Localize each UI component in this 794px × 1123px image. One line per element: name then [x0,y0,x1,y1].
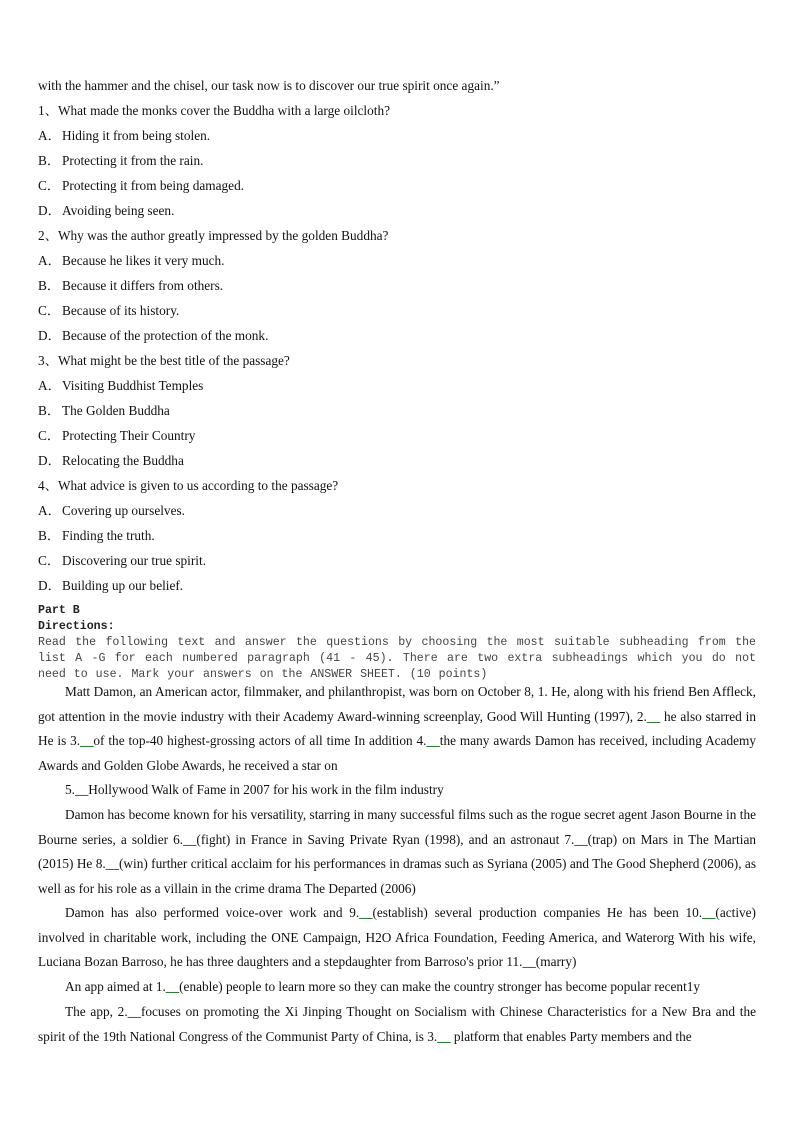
answer-blank-3[interactable]: __ [80,733,94,749]
passage-text: (win) further critical acclaim for his performances in dramas such as Syriana (2005) and The Good Shepherd (2006), as well as for his role as a villain in the crime drama The Departed (2006) [38,856,757,896]
option-letter: A． [38,378,61,393]
option-text: Visiting Buddhist Temples [62,378,204,393]
passage-paragraph-5 [38,975,756,1000]
question-4-stem: 4、What advice is given to us according to the passage? [38,478,339,493]
option-text: Hiding it from being stolen. [62,128,211,143]
passage-text: The app, 2. [65,1004,128,1019]
passage-paragraph-1 [38,680,756,778]
question-1-option-b[interactable] [38,153,203,169]
option-text: Protecting Their Country [62,428,196,443]
option-letter: D． [38,328,61,343]
answer-blank-10[interactable]: __ [702,905,716,920]
option-text: Because it differs from others. [62,278,224,293]
option-letter: C． [38,303,61,318]
option-letter: C． [38,428,61,443]
answer-blank-5[interactable]: __ [74,782,89,797]
directions-label: Directions: [38,620,115,633]
passage-text: (active) involved in charitable work, including the ONE Campaign, H2O Africa Foundation, Feeding America, and Waterorg With his wife, Luciana Bozan Barroso, he has three daughters and a stepdaughter from Barroso's prior 11. [38,905,756,970]
question-3-option-d[interactable] [38,453,184,469]
passage-text: platform that enables Party members and the [450,1028,692,1044]
option-text: Covering up ourselves. [62,503,185,518]
option-text: Protecting it from the rain. [62,153,204,168]
option-text: The Golden Buddha [62,403,170,418]
answer-blank-8[interactable]: __ [105,856,119,872]
passage-paragraph-4 [38,901,756,975]
option-letter: B． [38,278,61,293]
question-2-option-d[interactable] [38,328,268,344]
passage-paragraph-2 [38,778,756,803]
directions-text: Read the following text and answer the questions by choosing the most suitable subheading from the list A -G for each numbered paragraph (41 - 45). There are two extra subheadings which you do not need to use. Mark your answers on the ANSWER SHEET. (10 points) [38,636,756,681]
answer-blank-6[interactable]: __ [183,831,197,847]
answer-blank-1[interactable]: __ [165,979,180,994]
passage-text: Damon has also performed voice-over work and 9. [65,905,360,920]
question-4-option-d[interactable] [38,578,183,594]
question-2-option-a[interactable] [38,253,224,269]
answer-blank-4[interactable]: __ [426,733,440,749]
answer-blank-2b[interactable]: __ [127,1004,141,1019]
passage-text: 5. [65,782,75,797]
passage-text: (enable) people to learn more so they can make the country stronger has become popular recent1y [179,979,701,994]
question-4-option-b[interactable] [38,528,155,544]
question-4-option-c[interactable] [38,553,206,569]
option-text: Finding the truth. [62,528,155,543]
question-2-stem: 2、Why was the author greatly impressed by the golden Buddha? [38,228,389,243]
answer-blank-9[interactable]: __ [359,905,373,920]
question-1-option-d[interactable] [38,203,174,219]
question-2-option-c[interactable] [38,303,179,319]
question-3-option-a[interactable] [38,378,203,394]
passage-text: the many awards Damon has received, including Academy Awards and Golden Globe Awards, he received a star on [38,733,757,773]
answer-blank-2[interactable]: __ [646,708,661,724]
passage-text: of the top-40 highest-grossing actors of all time In addition 4. [93,733,427,749]
part-b-heading: Part B [38,604,80,617]
option-letter: B． [38,153,61,168]
option-text: Protecting it from being damaged. [62,178,245,193]
option-letter: D． [38,453,61,468]
question-1-stem: 1、What made the monks cover the Buddha with a large oilcloth? [38,103,391,118]
option-letter: A． [38,253,61,268]
question-2-option-b[interactable] [38,278,223,294]
question-3-option-c[interactable] [38,428,195,444]
option-text: Avoiding being seen. [62,203,175,218]
option-text: Because of its history. [62,303,180,318]
question-1-option-c[interactable] [38,178,244,194]
option-letter: D． [38,578,61,593]
passage-text: Matt Damon, an American actor, filmmaker, and philanthropist, was born on October 8, 1. He, along with his friend Ben Affleck, got attention in the movie industry with their Academy Award-winning screenplay, Good Will Hunting (1997), 2. [38,684,756,724]
passage-text: he also starred in He is 3. [38,708,756,749]
passage-text: (trap) on Mars in The Martian (2015) He 8. [38,831,756,872]
question-3-stem: 3、What might be the best title of the passage? [38,353,290,368]
passage-text: Damon has become known for his versatility, starring in many successful films such as the rogue secret agent Jason Bourne in the Bourne series, a soldier 6. [38,807,756,847]
answer-blank-3b[interactable]: __ [437,1028,451,1044]
passage-text: Hollywood Walk of Fame in 2007 for his work in the film industry [88,782,444,797]
passage-paragraph-3 [38,803,756,901]
question-1-option-a[interactable] [38,128,210,144]
option-text: Because he likes it very much. [62,253,225,268]
option-letter: B． [38,403,61,418]
option-letter: D． [38,203,61,218]
intro-line: with the hammer and the chisel, our task now is to discover our true spirit once again.” [38,78,500,93]
option-letter: B． [38,528,61,543]
passage-paragraph-6 [38,1000,756,1049]
option-text: Building up our belief. [62,578,184,593]
option-text: Discovering our true spirit. [62,553,207,568]
option-letter: A． [38,128,61,143]
option-text: Because of the protection of the monk. [62,328,269,343]
option-letter: C． [38,178,61,193]
option-letter: A． [38,503,61,518]
passage-text: (fight) in France in Saving Private Ryan (1998), and an astronaut 7. [196,831,575,847]
question-4-option-a[interactable] [38,503,185,519]
answer-blank-11[interactable]: __ [522,954,536,970]
passage-text: focuses on promoting the Xi Jinping Thought on Socialism with Chinese Characteristics for a New Bra and the spirit of the 19th National Congress of the Communist Party of China, is 3. [38,1004,756,1044]
passage-text: (establish) several production companies He has been 10. [372,905,703,920]
question-3-option-b[interactable] [38,403,170,419]
answer-blank-7[interactable]: __ [574,831,588,847]
option-letter: C． [38,553,61,568]
passage-text: An app aimed at 1. [65,979,166,994]
option-text: Relocating the Buddha [62,453,184,468]
passage-text: (marry) [535,954,577,970]
